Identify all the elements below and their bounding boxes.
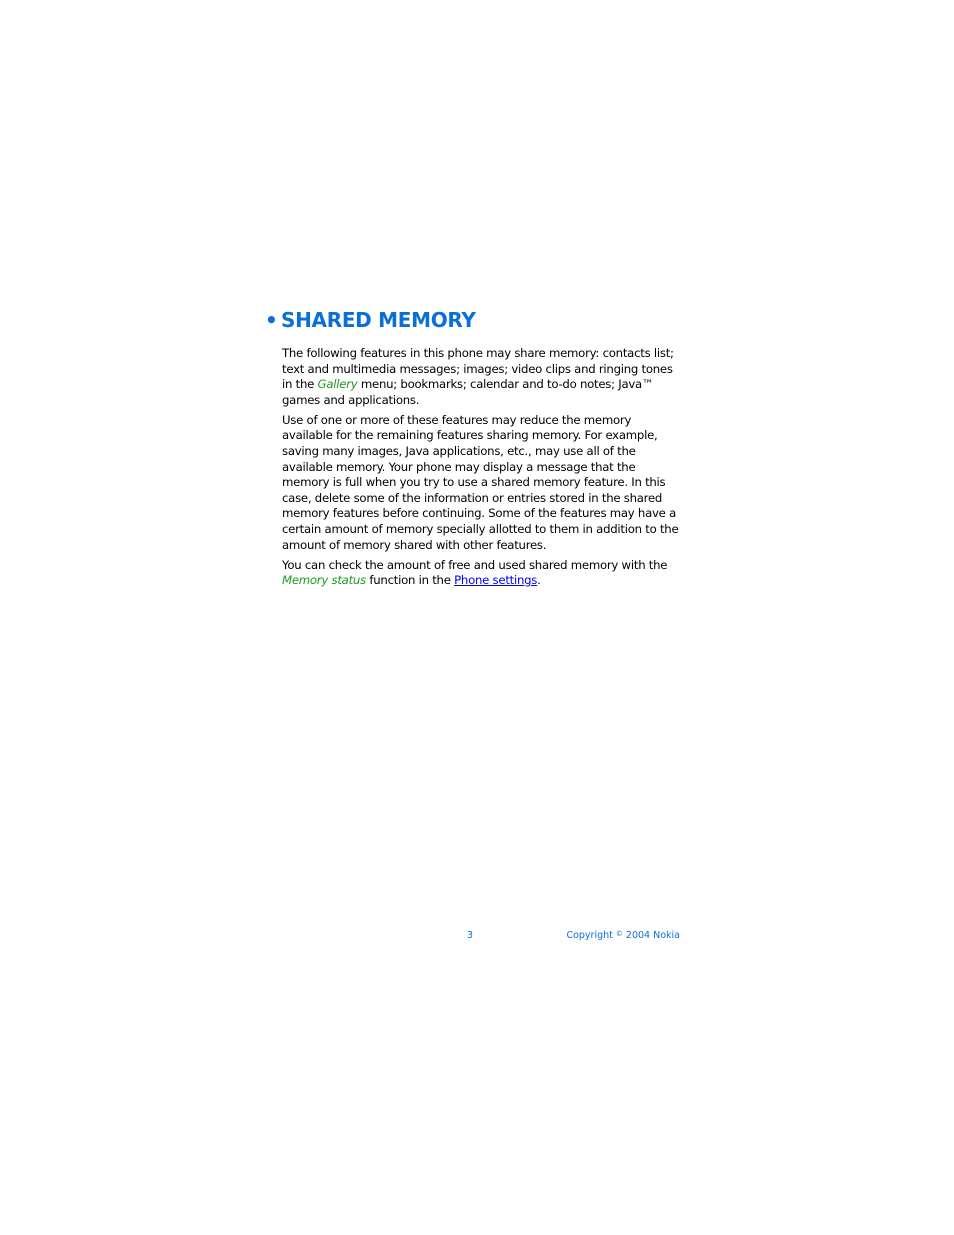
paragraph-features-text-1: The following features in this phone may share memory: contacts list; text and multimedia messages; images; video clips and ringing tones in the <box>282 346 674 392</box>
paragraph-memory-status-text-3: . <box>537 573 541 588</box>
paragraph-memory-status <box>282 558 682 589</box>
paragraph-features-text-2: menu; bookmarks; calendar and to-do notes; Java™ games and applications. <box>282 377 654 407</box>
gallery-menu-term: Gallery <box>317 377 358 392</box>
copyright-symbol: © <box>615 930 623 938</box>
page-number: 3 <box>467 930 474 941</box>
paragraph-memory-usage: Use of one or more of these features may reduce the memory available for the remaining features sharing memory. For example, saving many images, Java applications, etc., may use all of the available memory. Your phone may display a message that the memory is full when you try to use a shared memory feature. In this case, delete some of the information or entries stored in the shared memory features before continuing. Some of the features may have a certain amount of memory specially allotted to them in addition to the amount of memory shared with other features. <box>282 412 679 552</box>
memory-status-term: Memory status <box>282 573 366 588</box>
body-content <box>282 346 682 593</box>
copyright-prefix: Copyright <box>566 930 613 941</box>
page-title <box>265 308 476 332</box>
heading-text: SHARED MEMORY <box>281 308 476 332</box>
heading-bullet: • <box>265 308 278 332</box>
phone-settings-link[interactable]: Phone settings <box>454 573 538 588</box>
paragraph-features <box>282 346 682 408</box>
copyright-notice <box>566 930 680 941</box>
paragraph-memory-status-text-2: function in the <box>365 573 455 588</box>
copyright-suffix: 2004 Nokia <box>622 930 680 941</box>
paragraph-memory-status-text-1: You can check the amount of free and used shared memory with the <box>282 557 668 572</box>
